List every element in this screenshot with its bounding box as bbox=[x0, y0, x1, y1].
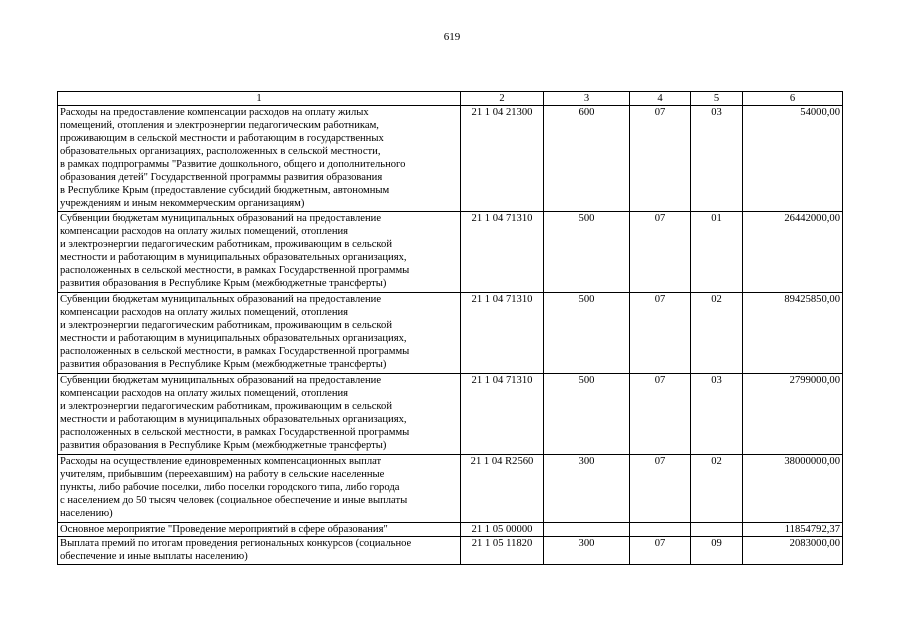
column-header-5: 5 bbox=[691, 92, 743, 106]
description-line: учреждениям и иным некоммерческим организациям) bbox=[60, 198, 305, 209]
table-header-row bbox=[58, 92, 843, 106]
description-line: расположенных в сельской местности, в рамках Государственной программы bbox=[60, 427, 410, 438]
description-line: и электроэнергии педагогическим работникам, проживающим в сельской bbox=[60, 239, 393, 250]
expense-type-code: 500 bbox=[544, 293, 630, 374]
row-description bbox=[58, 455, 461, 523]
subsection-code: 09 bbox=[691, 537, 743, 565]
page-number: 619 bbox=[443, 31, 461, 43]
row-description bbox=[58, 293, 461, 374]
amount: 26442000,00 bbox=[743, 212, 843, 293]
column-header-1: 1 bbox=[58, 92, 461, 106]
column-header-2: 2 bbox=[461, 92, 544, 106]
classification-code: 21 1 05 11820 bbox=[461, 537, 544, 565]
table-row bbox=[58, 523, 843, 537]
row-description bbox=[58, 374, 461, 455]
section-code: 07 bbox=[630, 212, 691, 293]
budget-table bbox=[57, 91, 843, 565]
section-code: 07 bbox=[630, 106, 691, 212]
row-description bbox=[58, 523, 461, 537]
amount: 38000000,00 bbox=[743, 455, 843, 523]
description-line: развития образования в Республике Крым (межбюджетные трансферты) bbox=[60, 440, 387, 451]
table-row bbox=[58, 537, 843, 565]
table-row bbox=[58, 293, 843, 374]
description-line: развития образования в Республике Крым (межбюджетные трансферты) bbox=[60, 359, 387, 370]
subsection-code: 03 bbox=[691, 106, 743, 212]
subsection-code: 02 bbox=[691, 455, 743, 523]
description-line: и электроэнергии педагогическим работникам, проживающим в сельской bbox=[60, 401, 393, 412]
table-row bbox=[58, 212, 843, 293]
classification-code: 21 1 04 R2560 bbox=[461, 455, 544, 523]
description-line: населению) bbox=[60, 508, 113, 519]
description-line: Субвенции бюджетам муниципальных образований на предоставление bbox=[60, 213, 382, 224]
description-line: пункты, либо рабочие поселки, либо поселки городского типа, либо города bbox=[60, 482, 400, 493]
description-line: развития образования в Республике Крым (межбюджетные трансферты) bbox=[60, 278, 387, 289]
row-description bbox=[58, 106, 461, 212]
column-header-3: 3 bbox=[544, 92, 630, 106]
table-row bbox=[58, 455, 843, 523]
expense-type-code bbox=[544, 523, 630, 537]
description-line: расположенных в сельской местности, в рамках Государственной программы bbox=[60, 346, 410, 357]
column-header-6: 6 bbox=[743, 92, 843, 106]
description-line: учителям, прибывшим (переехавшим) на работу в сельские населенные bbox=[60, 469, 385, 480]
description-line: местности и работающим в муниципальных образовательных организациях, bbox=[60, 333, 407, 344]
amount: 89425850,00 bbox=[743, 293, 843, 374]
description-line: обеспечение и иные выплаты населению) bbox=[60, 551, 248, 562]
expense-type-code: 600 bbox=[544, 106, 630, 212]
classification-code: 21 1 04 71310 bbox=[461, 212, 544, 293]
amount: 54000,00 bbox=[743, 106, 843, 212]
description-line: образования детей" Государственной программы развития образования bbox=[60, 172, 383, 183]
description-line: Основное мероприятие "Проведение мероприятий в сфере образования" bbox=[60, 524, 388, 535]
description-line: расположенных в сельской местности, в рамках Государственной программы bbox=[60, 265, 410, 276]
expense-type-code: 300 bbox=[544, 455, 630, 523]
section-code: 07 bbox=[630, 293, 691, 374]
section-code bbox=[630, 523, 691, 537]
description-line: в рамках подпрограммы "Развитие дошкольного, общего и дополнительного bbox=[60, 159, 406, 170]
expense-type-code: 500 bbox=[544, 374, 630, 455]
description-line: в Республике Крым (предоставление субсидий бюджетным, автономным bbox=[60, 185, 390, 196]
amount: 2083000,00 bbox=[743, 537, 843, 565]
section-code: 07 bbox=[630, 455, 691, 523]
subsection-code: 01 bbox=[691, 212, 743, 293]
amount: 11854792,37 bbox=[743, 523, 843, 537]
description-line: проживающим в сельской местности и работающим в государственных bbox=[60, 133, 384, 144]
table-row bbox=[58, 106, 843, 212]
description-line: компенсации расходов на оплату жилых помещений, отопления bbox=[60, 388, 349, 399]
column-header-4: 4 bbox=[630, 92, 691, 106]
description-line: помещений, отопления и электроэнергии педагогическим работникам, bbox=[60, 120, 379, 131]
description-line: Субвенции бюджетам муниципальных образований на предоставление bbox=[60, 375, 382, 386]
section-code: 07 bbox=[630, 374, 691, 455]
description-line: компенсации расходов на оплату жилых помещений, отопления bbox=[60, 307, 349, 318]
classification-code: 21 1 05 00000 bbox=[461, 523, 544, 537]
classification-code: 21 1 04 21300 bbox=[461, 106, 544, 212]
description-line: образовательных организациях, расположенных в сельской местности, bbox=[60, 146, 381, 157]
expense-type-code: 300 bbox=[544, 537, 630, 565]
description-line: и электроэнергии педагогическим работникам, проживающим в сельской bbox=[60, 320, 393, 331]
table-row bbox=[58, 374, 843, 455]
subsection-code: 03 bbox=[691, 374, 743, 455]
description-line: с населением до 50 тысяч человек (социальное обеспечение и иные выплаты bbox=[60, 495, 408, 506]
expense-type-code: 500 bbox=[544, 212, 630, 293]
section-code: 07 bbox=[630, 537, 691, 565]
amount: 2799000,00 bbox=[743, 374, 843, 455]
description-line: Субвенции бюджетам муниципальных образований на предоставление bbox=[60, 294, 382, 305]
description-line: Расходы на осуществление единовременных компенсационных выплат bbox=[60, 456, 382, 467]
subsection-code bbox=[691, 523, 743, 537]
classification-code: 21 1 04 71310 bbox=[461, 293, 544, 374]
description-line: компенсации расходов на оплату жилых помещений, отопления bbox=[60, 226, 349, 237]
row-description bbox=[58, 212, 461, 293]
subsection-code: 02 bbox=[691, 293, 743, 374]
description-line: Расходы на предоставление компенсации расходов на оплату жилых bbox=[60, 107, 369, 118]
classification-code: 21 1 04 71310 bbox=[461, 374, 544, 455]
description-line: местности и работающим в муниципальных образовательных организациях, bbox=[60, 414, 407, 425]
row-description bbox=[58, 537, 461, 565]
description-line: Выплата премий по итогам проведения региональных конкурсов (социальное bbox=[60, 538, 412, 549]
description-line: местности и работающим в муниципальных образовательных организациях, bbox=[60, 252, 407, 263]
